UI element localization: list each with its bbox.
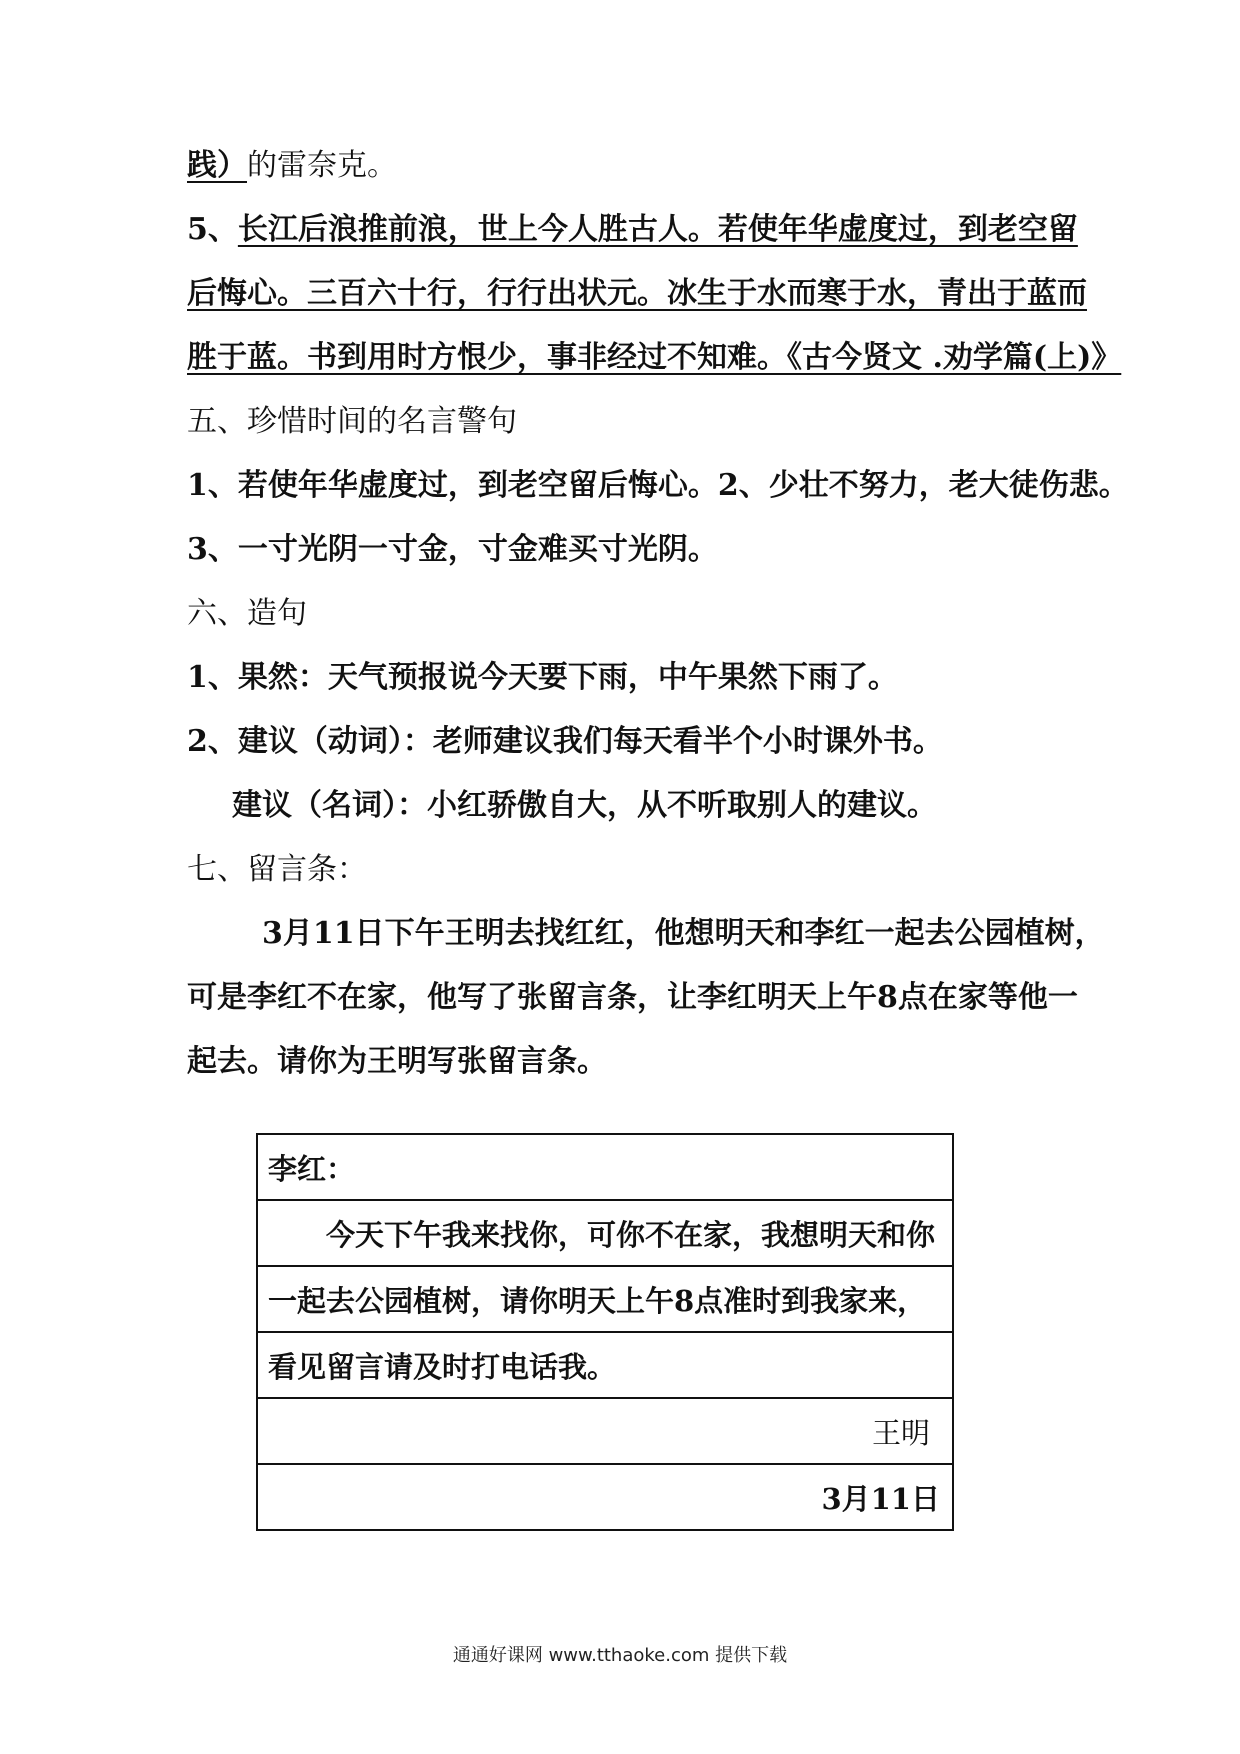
note-body-line: 看见留言请及时打电话我。 [268,1350,617,1384]
section-heading-7: 七、留言条： [187,852,367,887]
note-body-line: 一起去公园植树，请你明天上午8点准时到我家来， [268,1284,927,1318]
note-date: 3月11日 [821,1482,940,1516]
underlined-fragment: 践） [187,148,247,183]
note-signature: 王明 [871,1416,930,1450]
text-line-1 [187,146,397,186]
note-row-signature [258,1399,952,1465]
note-row-body-2 [258,1267,952,1333]
text-line-13: 3月11日下午王明去找红红，他想明天和李红一起去公园植树， [262,916,1105,951]
text-line-15: 起去。请你为王明写张留言条。 [187,1044,607,1079]
note-row-body-1 [258,1201,952,1267]
message-note-table [256,1133,954,1531]
note-salutation: 李红： [268,1152,356,1186]
section-heading-5: 五、珍惜时间的名言警句 [187,404,517,439]
note-row-salutation [258,1135,952,1201]
text-line-6: 1、若使年华虚度过，到老空留后悔心。2、少壮不努力，老大徒伤悲。 [187,468,1129,503]
note-row-body-3 [258,1333,952,1399]
text-line-2 [187,210,1078,250]
text-line-4: 胜于蓝。书到用时方恨少，事非经过不知难。《古今贤文 .劝学篇(上)》 [187,340,1122,375]
text-line-10: 2、建议（动词）：老师建议我们每天看半个小时课外书。 [187,724,943,759]
note-row-date [258,1465,952,1531]
underlined-quote: 长江后浪推前浪，世上今人胜古人。若使年华虚度过，到老空留 [237,212,1078,247]
item-number: 5、 [187,212,238,247]
line-fragment: 的雷奈克。 [247,148,397,183]
text-line-11: 建议（名词）：小红骄傲自大，从不听取别人的建议。 [232,788,937,823]
text-line-7: 3、一寸光阴一寸金，寸金难买寸光阴。 [187,532,718,567]
note-body-line: 今天下午我来找你，可你不在家，我想明天和你 [326,1218,936,1252]
section-heading-6: 六、造句 [187,596,307,631]
text-line-14: 可是李红不在家，他写了张留言条，让李红明天上午8点在家等他一 [187,980,1078,1015]
text-line-3: 后悔心。三百六十行，行行出状元。冰生于水而寒于水，青出于蓝而 [187,276,1087,311]
text-line-9: 1、果然：天气预报说今天要下雨，中午果然下雨了。 [187,660,898,695]
page-footer: 通通好课网 www.tthaoke.com 提供下载 [452,1645,788,1666]
